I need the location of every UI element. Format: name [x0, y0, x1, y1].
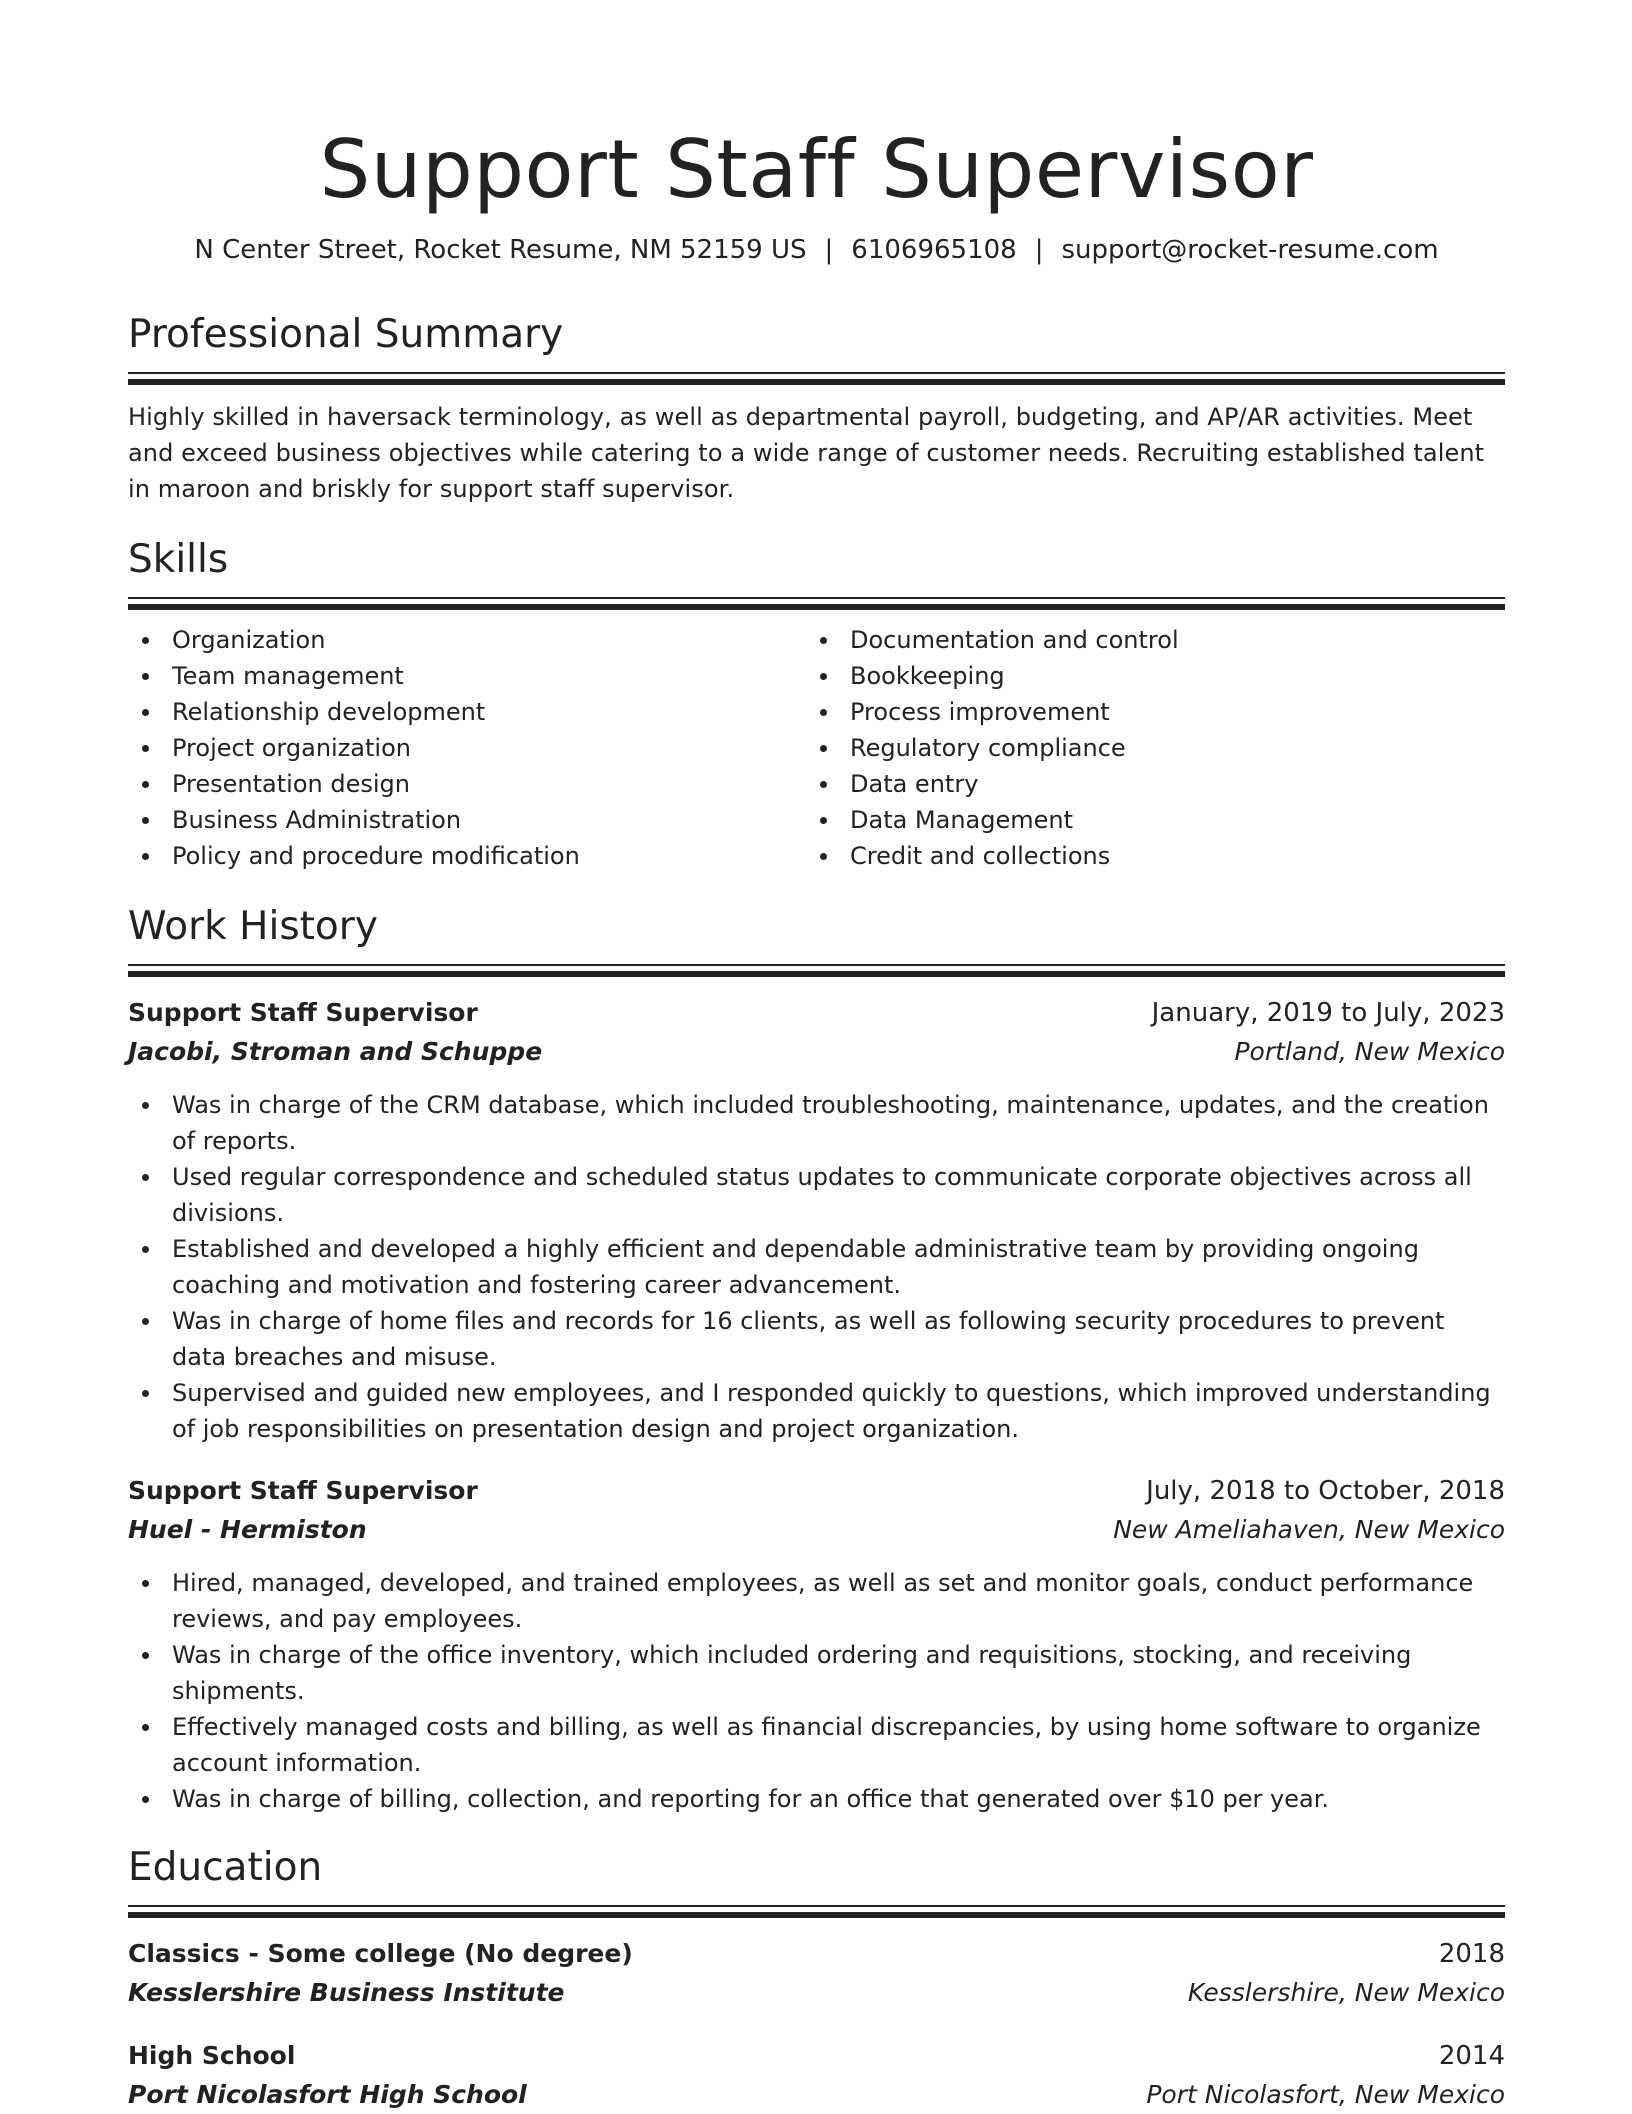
job-location: Portland, New Mexico	[1234, 1037, 1505, 1066]
section-title-work-history: Work History	[128, 904, 378, 949]
job-header-row	[128, 1471, 1505, 1511]
job-bullet: Was in charge of home files and records for 16 clients, as well as following security procedures to prevent data breaches and misuse.	[172, 1303, 1505, 1375]
job-bullet: Effectively managed costs and billing, as well as financial discrepancies, by using home software to organize account information.	[172, 1709, 1505, 1781]
job-entry	[128, 993, 1505, 1447]
skills-columns	[128, 622, 1505, 874]
job-bullet: Established and developed a highly efficient and dependable administrative team by providing ongoing coaching and motivation and fostering career advancement.	[172, 1231, 1505, 1303]
skill-item: Team management	[172, 658, 806, 694]
skill-item: Data Management	[850, 802, 1484, 838]
skill-item: Process improvement	[850, 694, 1484, 730]
job-location: New Ameliahaven, New Mexico	[1113, 1515, 1505, 1544]
job-bullets	[128, 1565, 1505, 1817]
skill-item: Policy and procedure modification	[172, 838, 806, 874]
skills-list-left	[128, 622, 806, 874]
section-title-skills: Skills	[128, 537, 229, 582]
education-entry	[128, 1934, 1505, 2012]
skill-item: Documentation and control	[850, 622, 1484, 658]
job-company-row	[128, 1033, 1505, 1071]
education-header-row	[128, 2036, 1505, 2076]
contact-separator: |	[824, 235, 834, 265]
section-title-education: Education	[128, 1845, 323, 1890]
job-bullet: Was in charge of the office inventory, which included ordering and requisitions, stocking, and receiving shipments.	[172, 1637, 1505, 1709]
work-history-section	[128, 902, 1505, 1817]
education-location: Kesslershire, New Mexico	[1187, 1978, 1505, 2007]
skill-item: Relationship development	[172, 694, 806, 730]
contact-address: N Center Street, Rocket Resume, NM 52159 US	[194, 235, 807, 265]
education-year: 2018	[1438, 1939, 1505, 1969]
contact-line	[128, 232, 1505, 268]
education-school: Port Nicolasfort High School	[128, 2080, 527, 2109]
job-dates: July, 2018 to October, 2018	[1146, 1476, 1505, 1506]
job-company: Huel - Hermiston	[128, 1515, 367, 1544]
education-school: Kesslershire Business Institute	[128, 1978, 565, 2007]
contact-separator: |	[1034, 235, 1044, 265]
skill-item: Project organization	[172, 730, 806, 766]
section-divider	[128, 964, 1505, 977]
job-bullet: Hired, managed, developed, and trained employees, as well as set and monitor goals, conduct performance reviews, and pay employees.	[172, 1565, 1505, 1637]
job-company-row	[128, 1511, 1505, 1549]
job-title: Support Staff Supervisor	[128, 1476, 478, 1505]
job-header-row	[128, 993, 1505, 1033]
skill-item: Bookkeeping	[850, 658, 1484, 694]
resume-page	[128, 0, 1505, 2114]
education-header-row	[128, 1934, 1505, 1974]
section-title-summary: Professional Summary	[128, 312, 564, 357]
section-divider	[128, 1905, 1505, 1918]
skill-item: Credit and collections	[850, 838, 1484, 874]
education-year: 2014	[1438, 2041, 1505, 2071]
job-bullet: Was in charge of the CRM database, which included troubleshooting, maintenance, updates, and the creation of reports.	[172, 1087, 1505, 1159]
education-location: Port Nicolasfort, New Mexico	[1146, 2080, 1505, 2109]
job-bullets	[128, 1087, 1505, 1447]
skills-section	[128, 535, 1505, 874]
job-company: Jacobi, Stroman and Schuppe	[128, 1037, 543, 1066]
job-bullet: Was in charge of billing, collection, and reporting for an office that generated over $10 per year.	[172, 1781, 1505, 1817]
skill-item: Business Administration	[172, 802, 806, 838]
skills-list-right	[806, 622, 1484, 874]
section-divider	[128, 372, 1505, 385]
education-school-row	[128, 1974, 1505, 2012]
skill-item: Regulatory compliance	[850, 730, 1484, 766]
section-divider	[128, 597, 1505, 610]
education-entry	[128, 2036, 1505, 2114]
job-title: Support Staff Supervisor	[128, 998, 478, 1027]
job-dates: January, 2019 to July, 2023	[1151, 998, 1505, 1028]
skill-item: Data entry	[850, 766, 1484, 802]
summary-text: Highly skilled in haversack terminology, as well as departmental payroll, budgeting, and AP/AR activities. Meet and exceed business objectives while catering to a wide range of customer needs. Recruiting established talent in maroon and briskly for support staff supervisor.	[128, 403, 1485, 503]
summary-section	[128, 310, 1505, 507]
skill-item: Organization	[172, 622, 806, 658]
education-degree: Classics - Some college (No degree)	[128, 1939, 633, 1968]
job-entry	[128, 1471, 1505, 1817]
job-bullet: Supervised and guided new employees, and I responded quickly to questions, which improved understanding of job responsibilities on presentation design and project organization.	[172, 1375, 1505, 1447]
resume-name: Support Staff Supervisor	[319, 123, 1314, 216]
contact-phone: 6106965108	[851, 235, 1017, 265]
education-degree: High School	[128, 2041, 296, 2070]
education-section	[128, 1843, 1505, 2114]
skill-item: Presentation design	[172, 766, 806, 802]
job-bullet: Used regular correspondence and scheduled status updates to communicate corporate objectives across all divisions.	[172, 1159, 1505, 1231]
contact-email: support@rocket-resume.com	[1061, 235, 1439, 265]
education-school-row	[128, 2076, 1505, 2114]
